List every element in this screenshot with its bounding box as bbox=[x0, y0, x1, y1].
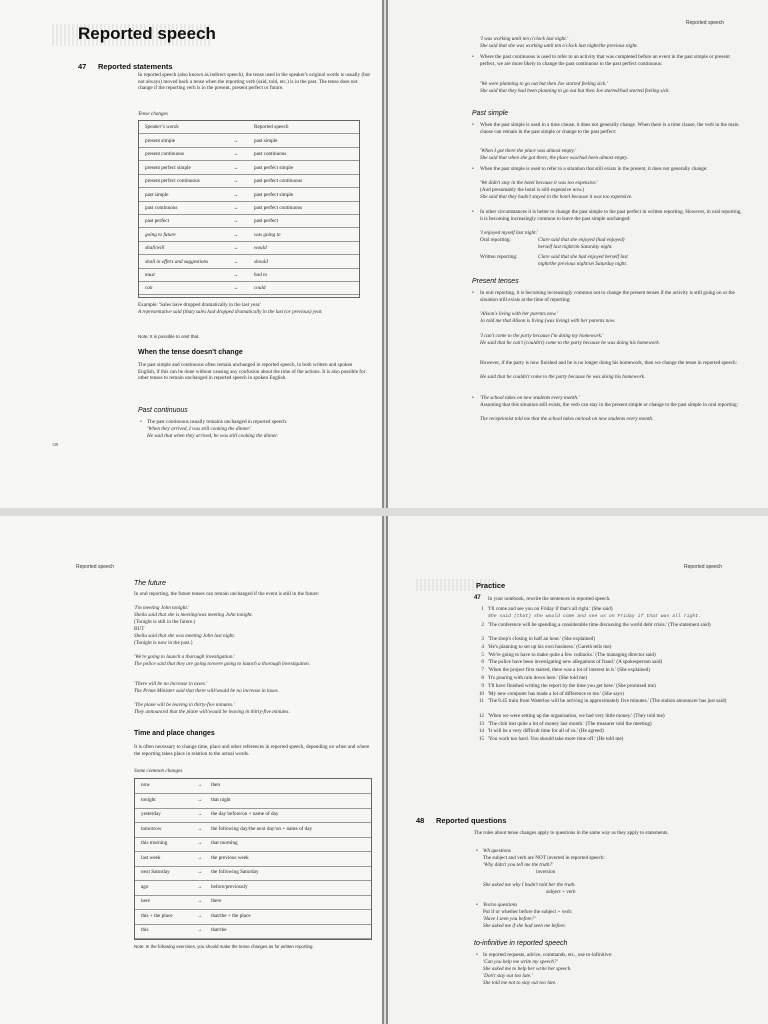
cell-changed: the day before/on + name of day bbox=[211, 811, 279, 817]
item-number: 12 bbox=[478, 712, 484, 719]
cell-reported-speech: past simple bbox=[254, 138, 278, 144]
item-text: 'The club lost quite a lot of money last month.' (The treasurer told the meeting) bbox=[488, 720, 652, 727]
arrow-icon: → bbox=[233, 231, 239, 238]
wh-subject-verb: subject + verb bbox=[546, 889, 576, 895]
when-paragraph: The past simple and continuous often remain unchanged in reported speech, in both written and spoken English, if this can be done without causing any confusion about the time of the actions. It is also possible for other tenses to remain unchanged in reported speech in spoken English. bbox=[138, 362, 366, 382]
past-simple-rule-1: When the past simple is used in a time clause, it does not generally change. When there is a time clause, the verb in the main clause can remain in the past simple or change to the past perfect: bbox=[480, 122, 739, 135]
arrow-icon: → bbox=[197, 825, 203, 832]
arrow-icon: → bbox=[233, 218, 239, 225]
yn-example: 'Have I seen you before?' bbox=[483, 916, 536, 922]
party-note: However, if the party is now finished and he is no longer doing his homework, then we change the tense in reported speech: bbox=[480, 360, 738, 366]
cell-changed: that night bbox=[211, 796, 231, 803]
cell-original: here bbox=[141, 898, 150, 904]
arrow-icon: → bbox=[197, 898, 203, 904]
table-row bbox=[139, 215, 359, 228]
item-text: 'When we were setting up the organisation, we had very little money.' (They told me) bbox=[488, 712, 665, 719]
cell-original: ago bbox=[141, 883, 149, 890]
yn-heading: Yes/no questions bbox=[483, 902, 518, 908]
note-omit-that: Note: It is possible to omit that. bbox=[138, 334, 200, 339]
item-text: 'The shop's closing in half an hour.' (She explained) bbox=[488, 636, 595, 642]
got-there-example: 'When I got there the place was almost empty.' bbox=[480, 148, 577, 154]
planning-reported: She said that they had been planning to go out but then Joe started/had started feeling sick. bbox=[480, 88, 670, 94]
toinf-reported-1: She asked me to help her write her speech. bbox=[483, 966, 572, 972]
toinf-reported-2: She told me not to stay out too late. bbox=[483, 980, 557, 986]
cell-reported-speech: had to bbox=[254, 272, 268, 278]
party-example: 'I can't come to the party because I'm doing my homework.' bbox=[480, 333, 604, 339]
oral-line-2: herself last night/on Saturday night. bbox=[538, 244, 613, 250]
future-ex-7: The police said that they are going to/were going to launch a thorough investigation. bbox=[134, 661, 311, 667]
example-line: Example: 'Sales have dropped dramatically in the last year.' bbox=[138, 302, 262, 308]
oral-line-1: Clare said that she enjoyed (had enjoyed) bbox=[538, 237, 625, 243]
arrow-icon: → bbox=[233, 245, 239, 252]
cell-speaker-words: past perfect bbox=[145, 218, 170, 225]
yn-reported: She asked me if she had seen me before. bbox=[483, 923, 566, 929]
bullet: • bbox=[472, 54, 474, 60]
heading-past-continuous: Past continuous bbox=[138, 407, 188, 414]
alison-reported: Jo told me that Alison is living (was living) with her parents now. bbox=[480, 318, 616, 324]
item-text: 'He's planning to set up his own business.' (Gareth tells me) bbox=[488, 643, 612, 650]
cell-changed: then bbox=[211, 782, 220, 788]
item-text: 'My new computer has made a lot of difference to me.' (She says) bbox=[488, 690, 624, 697]
arrow-icon: → bbox=[197, 869, 203, 875]
table-row bbox=[139, 202, 359, 215]
running-head: Reported speech bbox=[686, 20, 725, 26]
future-ex-5: (Tonight is now in the past.) bbox=[134, 640, 193, 646]
item-number: 15 bbox=[478, 736, 484, 743]
exercise-47-number: 47 bbox=[474, 595, 481, 601]
cell-reported-speech: would bbox=[254, 245, 267, 252]
running-head: Reported speech bbox=[76, 564, 115, 570]
table-row bbox=[139, 189, 359, 202]
cell-original: this + the place bbox=[141, 912, 173, 919]
future-ex-9: The Prime Minister said that there will/would be no increase in taxes. bbox=[134, 688, 279, 694]
cell-speaker-words: present simple bbox=[145, 138, 176, 144]
written-label: Written reporting: bbox=[480, 254, 518, 260]
cell-reported-speech: past perfect continuous bbox=[254, 178, 303, 185]
cell-changed: the following day/the next day/on + name of day bbox=[211, 825, 313, 832]
item-text: 'The police have been investigating new allegations of fraud.' (A spokesperson said) bbox=[488, 659, 663, 666]
cell-reported-speech: past perfect simple bbox=[254, 164, 294, 171]
cell-changed: that morning bbox=[211, 840, 238, 846]
page-gutter bbox=[382, 516, 384, 1024]
wh-inversion: inversion bbox=[536, 869, 556, 875]
arrow-icon: → bbox=[197, 796, 203, 803]
section-47-heading bbox=[78, 62, 173, 71]
arrow-icon: → bbox=[233, 272, 239, 278]
changes-table bbox=[134, 778, 372, 940]
heading-past-simple: Past simple bbox=[472, 110, 509, 117]
intro-paragraph: In reported speech (also known as indirect speech), the tense used in the speaker's original words is usually (but not always) moved back a tense when the reporting verb (said, told, etc.) is in the past. The tense does not change if the reporting verb is in the present, present perfect or future. bbox=[138, 72, 370, 92]
cell-speaker-words: present perfect simple bbox=[145, 164, 191, 171]
example-reported: A representative said (that) sales had dropped dramatically in the last (or previous) year. bbox=[138, 309, 323, 315]
wh-rule: The subject and verb are NOT inverted in reported speech: bbox=[483, 855, 605, 861]
page-right-bottom bbox=[386, 516, 768, 1024]
bullet: • bbox=[476, 902, 478, 908]
item-number: 14 bbox=[478, 728, 484, 735]
toinf-rule: In reported requests, advice, commands, etc., use to-infinitive: bbox=[483, 952, 613, 958]
past-cont-example: 'When they arrived, I was still cooking the dinner.' bbox=[147, 426, 252, 432]
cell-original: tomorrow bbox=[141, 825, 162, 832]
future-ex-11: They announced that the plane will/would be leaving in thirty-five minutes. bbox=[134, 709, 290, 715]
present-rule: In oral reporting, it is becoming increasingly common not to change the present tenses if the activity is still going on or the situation still exists at the time of reporting: bbox=[480, 290, 735, 303]
arrow-icon: → bbox=[197, 883, 203, 890]
toinf-example-2: 'Don't stay out too late.' bbox=[483, 973, 533, 979]
item-number: 3 bbox=[481, 636, 484, 642]
table-row bbox=[139, 282, 359, 295]
item-text: 'It will be a very difficult time for all of us.' (He agreed) bbox=[488, 728, 604, 735]
table-row bbox=[139, 148, 359, 161]
item-text: 'I'll have finished writing the report by the time you get here.' (She promised me) bbox=[488, 682, 656, 689]
practice-heading: Practice bbox=[476, 581, 506, 590]
alison-example: 'Alison's living with her parents now.' bbox=[480, 311, 558, 317]
section-title: Reported questions bbox=[436, 816, 507, 825]
cell-changed: the previous week bbox=[211, 854, 249, 861]
arrow-icon: → bbox=[197, 782, 203, 788]
page-left-top bbox=[0, 0, 384, 508]
bullet: • bbox=[472, 209, 474, 215]
party-reported-2: He said that he couldn't come to the party because he was doing his homework. bbox=[480, 374, 646, 380]
cell-speaker-words: present perfect continuous bbox=[145, 178, 200, 185]
section-number: 47 bbox=[78, 62, 87, 71]
got-there-reported: She said that when she got there, the place was/had been almost empty. bbox=[480, 155, 628, 161]
cell-changed: there bbox=[211, 898, 222, 904]
cell-speaker-words: shall in offers and suggestions bbox=[145, 258, 209, 265]
cell-original: next Saturday bbox=[141, 869, 170, 875]
cell-reported-speech: was going to bbox=[254, 231, 281, 238]
table-row bbox=[139, 256, 359, 269]
table-row bbox=[135, 837, 371, 852]
section-title: Reported statements bbox=[98, 62, 173, 71]
cell-original: this bbox=[141, 927, 149, 933]
school-reported: The receptionist told me that the school takes on/took on new students every month. bbox=[480, 416, 654, 422]
table-row bbox=[139, 135, 359, 148]
cell-original: now bbox=[141, 782, 150, 788]
arrow-icon: → bbox=[197, 854, 203, 861]
table-row bbox=[135, 794, 371, 809]
future-ex-4: Sheila said that she was meeting John last night. bbox=[134, 633, 236, 639]
page-right-top bbox=[386, 0, 768, 508]
written-line-1: Clare said that she had enjoyed herself last bbox=[538, 254, 628, 260]
time-place-rule: It is often necessary to change time, place and other references in reported speech, depending on when and where the reporting takes place in relation to the actual words. bbox=[134, 744, 370, 757]
party-reported: He said that he can't (couldn't) come to the party because he was doing his homework. bbox=[480, 340, 661, 346]
item-number: 11 bbox=[479, 698, 484, 705]
yn-rule: Put if or whether before the subject + verb: bbox=[483, 909, 573, 915]
past-cont-reported: He said that when they arrived, he was still cooking the dinner. bbox=[147, 433, 278, 439]
toinf-example-1: 'Can you help me write my speech?' bbox=[483, 959, 558, 965]
exercise-47-instruction: In your notebook, rewrite the sentences in reported speech. bbox=[488, 596, 611, 602]
cell-reported-speech: should bbox=[254, 258, 268, 265]
running-head: Reported speech bbox=[684, 564, 723, 570]
future-ex-8: 'There will be no increase in taxes.' bbox=[134, 681, 208, 687]
cell-original: last week bbox=[141, 854, 161, 861]
item-number: 8 bbox=[481, 675, 484, 681]
item-number: 2 bbox=[481, 621, 484, 628]
wh-reported: She asked me why I hadn't told her the truth. bbox=[483, 882, 576, 888]
cell-changed: that/the + the place bbox=[211, 912, 251, 919]
item-number: 13 bbox=[478, 720, 484, 727]
table-row bbox=[139, 175, 359, 188]
hotel-example: 'We didn't stay in the hotel because it was too expensive.' bbox=[480, 180, 598, 186]
page-number: 138 bbox=[52, 442, 58, 447]
table-row bbox=[139, 162, 359, 175]
cell-changed: the following Saturday bbox=[211, 869, 259, 875]
item-number: 4 bbox=[481, 643, 484, 650]
bullet: • bbox=[472, 122, 474, 128]
bullet: • bbox=[472, 395, 474, 401]
item-text: 'The conference will be spending a considerable time discussing the world debt crisis.' (The statement said) bbox=[488, 621, 711, 628]
table-header bbox=[139, 121, 359, 134]
questions-rule: The rules about tense changes apply to questions in the same way as they apply to statements. bbox=[474, 830, 669, 836]
heading-when-tense-doesnt-change: When the tense doesn't change bbox=[138, 349, 243, 356]
cell-original: this morning bbox=[141, 840, 168, 846]
future-ex-1: 'I'm meeting John tonight.' bbox=[134, 605, 190, 611]
planning-example: 'We were planning to go out but then Joe started feeling sick.' bbox=[480, 81, 608, 87]
exercise-note: Note: In the following exercises, you should make the tense changes as for written reporting. bbox=[134, 944, 314, 949]
table-row bbox=[135, 924, 371, 939]
hotel-reported: She said that they hadn't stayed in the hotel because it was too expensive. bbox=[480, 194, 633, 200]
future-rule: In oral reporting, the future tenses can remain unchanged if the event is still in the future: bbox=[134, 591, 320, 597]
future-ex-10: 'The plane will be leaving in thirty-five minutes.' bbox=[134, 702, 235, 708]
table-row bbox=[135, 881, 371, 896]
table-row bbox=[135, 779, 371, 794]
item-text: 'The 8.45 train from Waterloo will be arriving in approximately five minutes.' (The station announcer has just said) bbox=[488, 698, 727, 705]
cell-original: tonight bbox=[141, 796, 156, 803]
bullet: • bbox=[472, 290, 474, 296]
page-left-bottom bbox=[0, 516, 384, 1024]
school-note: Assuming that this situation still exists, the verb can stay in the present simple or change to the past simple in oral reporting: bbox=[480, 402, 739, 408]
arrow-icon: → bbox=[233, 151, 239, 158]
future-ex-3: (Tonight is still in the future.) bbox=[134, 619, 196, 625]
item-text: She said (that) she would come and see us on Friday if that was all right. bbox=[488, 613, 702, 619]
item-text: 'We're going to have to make quite a few cutbacks.' (The managing director said) bbox=[488, 651, 656, 658]
cell-speaker-words: must bbox=[145, 272, 155, 278]
table-row bbox=[135, 910, 371, 925]
heading-the-future: The future bbox=[134, 580, 166, 587]
arrow-icon: → bbox=[233, 138, 239, 144]
table-caption: Tense changes bbox=[138, 111, 168, 117]
item-number: 1 bbox=[481, 606, 484, 612]
arrow-icon: → bbox=[233, 258, 239, 265]
item-number: 7 bbox=[481, 667, 484, 674]
cell-reported-speech: past perfect simple bbox=[254, 191, 294, 198]
table-row bbox=[135, 808, 371, 823]
past-cont-rule-2: Where the past continuous is used to refer to an activity that was completed before an event in the past simple or present perfect, we are more likely to change the past continuous to the past perfect continuous: bbox=[480, 54, 730, 67]
cell-speaker-words: going to future bbox=[145, 231, 176, 238]
cell-speaker-words: past simple bbox=[145, 191, 169, 198]
cell-reported-speech: could bbox=[254, 285, 266, 292]
table-row bbox=[135, 852, 371, 867]
item-text: 'You work too hard. You should take more time off.' (He told me) bbox=[488, 736, 624, 743]
past-cont-rule: The past continuous usually remains unchanged in reported speech: bbox=[147, 419, 288, 425]
heading-time-and-place: Time and place changes bbox=[134, 730, 215, 737]
arrow-icon: → bbox=[233, 205, 239, 211]
item-text: 'It's pouring with rain down here.' (She told me) bbox=[488, 675, 588, 681]
changes-caption: Some common changes bbox=[134, 768, 183, 774]
bullet: • bbox=[476, 952, 478, 958]
past-simple-rule-2: When the past simple is used to refer to a situation that still exists in the present, it does not generally change: bbox=[480, 166, 708, 172]
school-example: 'The school takes on new students every month.' bbox=[480, 395, 580, 401]
item-number: 9 bbox=[481, 682, 484, 689]
arrow-icon: → bbox=[197, 811, 203, 817]
heading-to-infinitive: to-infinitive in reported speech bbox=[474, 940, 568, 947]
page-gutter bbox=[386, 516, 388, 1024]
oral-label: Oral reporting: bbox=[480, 237, 511, 243]
cell-changed: that/the bbox=[211, 927, 227, 933]
arrow-icon: → bbox=[233, 191, 239, 198]
arrow-icon: → bbox=[197, 927, 203, 933]
cell-speaker-words: can bbox=[145, 285, 153, 292]
page-title: Reported speech bbox=[78, 24, 216, 43]
cell-speaker-words: past continuous bbox=[145, 205, 178, 211]
cell-reported-speech: past perfect bbox=[254, 218, 279, 225]
arrow-icon: → bbox=[233, 285, 239, 292]
arrow-icon: → bbox=[197, 912, 203, 919]
working-example: 'I was working until ten o'clock last night.' bbox=[480, 36, 569, 42]
cell-reported-speech: past perfect continuous bbox=[254, 205, 303, 211]
page-gutter bbox=[382, 0, 384, 508]
header-left: Speaker's words bbox=[145, 124, 179, 130]
cell-changed: before/previously bbox=[211, 883, 248, 890]
cell-speaker-words: shall/will bbox=[145, 245, 165, 252]
item-number: 5 bbox=[481, 651, 484, 658]
arrow-icon: → bbox=[197, 840, 203, 846]
wh-heading: Wh questions bbox=[483, 848, 511, 854]
heading-present-tenses: Present tenses bbox=[472, 278, 519, 285]
future-but: BUT bbox=[134, 626, 145, 632]
cell-original: yesterday bbox=[141, 811, 161, 817]
table-row bbox=[135, 895, 371, 910]
arrow-icon: → bbox=[233, 178, 239, 185]
item-text: 'When the project first started, there was a lot of interest in it.' (She explained) bbox=[488, 667, 651, 674]
item-number: 6 bbox=[481, 659, 484, 666]
item-number: 10 bbox=[478, 690, 484, 697]
bullet: • bbox=[472, 166, 474, 172]
enjoyed-example: 'I enjoyed myself last night.' bbox=[480, 230, 538, 236]
arrow-icon: → bbox=[233, 164, 239, 171]
table-row bbox=[135, 823, 371, 838]
table-row bbox=[139, 242, 359, 255]
header-right: Reported speech bbox=[254, 124, 289, 130]
section-number: 48 bbox=[416, 816, 425, 825]
future-ex-6: 'We're going to launch a thorough investigation.' bbox=[134, 654, 235, 660]
written-line-2: night/the previous night/on Saturday night. bbox=[538, 261, 628, 267]
section-48-heading bbox=[416, 816, 506, 825]
tense-table bbox=[138, 120, 360, 298]
cell-reported-speech: past continuous bbox=[254, 151, 287, 158]
cell-speaker-words: present continuous bbox=[145, 151, 185, 158]
table-row bbox=[139, 269, 359, 282]
hotel-note: (And presumably the hotel is still expensive now.) bbox=[480, 187, 585, 193]
bullet: • bbox=[476, 848, 478, 854]
bullet: • bbox=[140, 419, 142, 425]
table-row bbox=[135, 866, 371, 881]
working-reported: She said that she was working until ten o'clock last night/the previous night. bbox=[480, 43, 638, 49]
past-simple-rule-3: In other circumstances it is better to change the past simple to the past perfect in written reporting. However, in oral reporting, it is becoming increasingly common to leave the past simple unchanged: bbox=[480, 209, 742, 222]
table-row bbox=[139, 229, 359, 242]
wh-example: 'Why didn't you tell me the truth?' bbox=[483, 862, 554, 868]
item-text: 'I'll come and see you on Friday if that's all right.' (She said) bbox=[488, 606, 613, 612]
future-ex-2: Sheila said that she is meeting/was meeting John tonight. bbox=[134, 612, 253, 618]
page-gutter bbox=[386, 0, 388, 508]
